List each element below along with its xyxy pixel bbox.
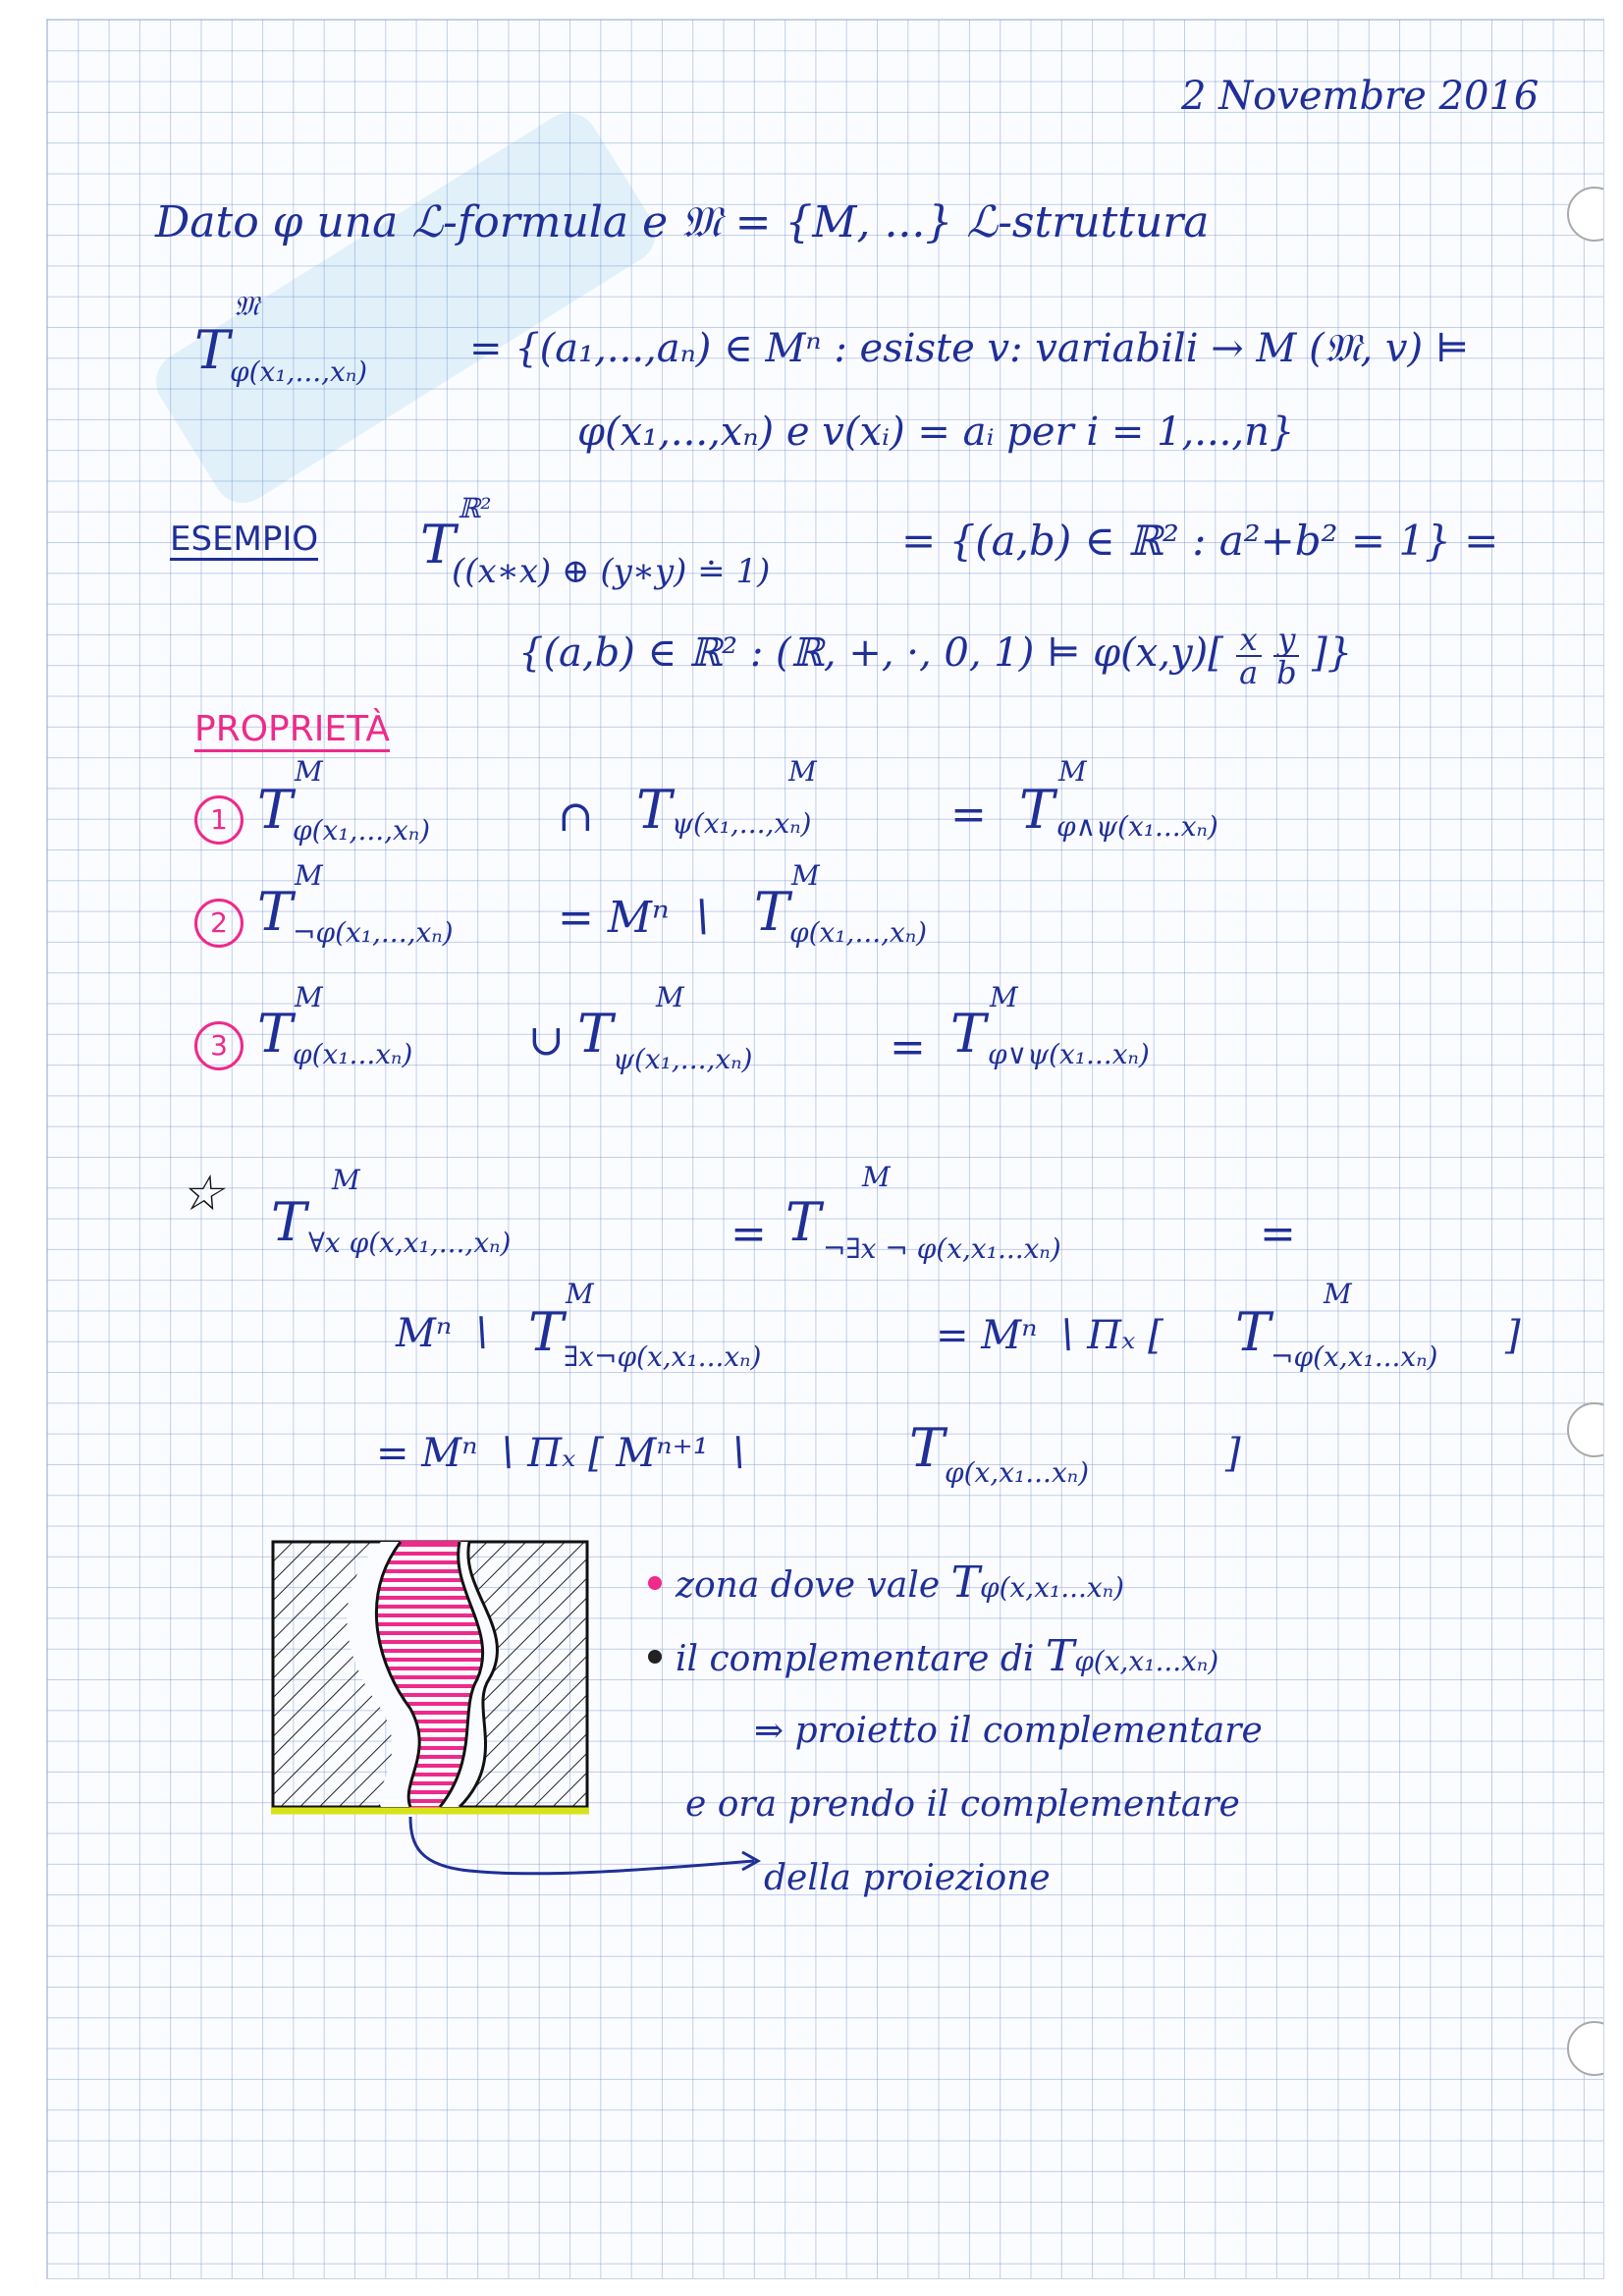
binder-hole — [1567, 2021, 1603, 2076]
star-l2-b: = Mⁿ ∖ Πₓ [ — [936, 1313, 1163, 1358]
property-2-sup2: M — [791, 859, 820, 892]
property-1-sup2: M — [788, 755, 817, 788]
definition-set-line2: φ(x₁,...,xₙ) e v(xᵢ) = aᵢ per i = 1,...,n} — [577, 410, 1295, 455]
property-3-t2: T — [577, 1003, 614, 1065]
binder-hole — [1567, 187, 1603, 242]
property-1-lhs-sub: φ(x₁,...,xₙ) — [293, 814, 431, 847]
example-t-superscript: ℝ² — [458, 492, 492, 524]
star-l2-t: T — [528, 1301, 565, 1363]
legend-pink-sub: φ(x,x₁...xₙ) — [979, 1571, 1124, 1604]
legend-line5: della proiezione — [764, 1858, 1051, 1898]
property-3-eq: = — [890, 1022, 926, 1072]
property-2-sup: M — [295, 859, 323, 892]
legend-black-sub: φ(x,x₁...xₙ) — [1074, 1645, 1219, 1677]
property-2-t: T — [257, 881, 294, 943]
star-l3-sub: φ(x,x₁...xₙ) — [945, 1456, 1089, 1489]
star-icon: ☆ — [180, 1165, 224, 1222]
legend-black-text: il complementare di Tφ(x,x₁...xₙ) — [676, 1631, 1219, 1681]
star-l3-b: ] — [1225, 1431, 1241, 1476]
property-1-sup3: M — [1058, 755, 1087, 788]
example-t-symbol: T — [420, 514, 457, 575]
property-number-1: 1 — [194, 795, 243, 845]
star-l2-a: Mⁿ ∖ — [396, 1311, 490, 1356]
legend-black-label: il complementare di — [676, 1639, 1035, 1679]
example-label: ESEMPIO — [170, 519, 319, 559]
property-1-mid-sub: ψ(x₁,...,xₙ) — [672, 807, 812, 840]
legend-black-bullet — [648, 1650, 662, 1664]
legend-line4: e ora prendo il complementare — [685, 1784, 1240, 1825]
diagram-arrow — [410, 1817, 754, 1874]
example-line2-start: {(a,b) ∈ ℝ² : (ℝ, +, ·, 0, 1) ⊨ φ(x,y)[ — [518, 630, 1223, 676]
legend-line3: ⇒ proietto il complementare — [754, 1711, 1263, 1751]
star-l1-tail: = — [1260, 1209, 1296, 1259]
property-2-rhs-sub: φ(x₁,...,xₙ) — [789, 916, 928, 949]
property-number-3: 3 — [194, 1021, 243, 1070]
property-3-t: T — [257, 1003, 294, 1065]
star-l1-t2: T — [785, 1191, 822, 1253]
legend-pink-text: zona dove vale Tφ(x,x₁...xₙ) — [676, 1558, 1124, 1608]
star-l1-sub-b: ¬∃x ¬ φ(x,x₁...xₙ) — [823, 1232, 1061, 1265]
legend-pink-bullet — [648, 1576, 662, 1590]
property-3-sup: M — [295, 981, 323, 1013]
example-t-subscript: ((x∗x) ⊕ (y∗y) ≐ 1) — [452, 552, 771, 591]
star-l2-sub-a: ∃x¬φ(x,x₁...xₙ) — [564, 1340, 762, 1373]
t-subscript: φ(x₁,...,xₙ) — [230, 355, 368, 388]
property-2-lhs-sub: ¬φ(x₁,...,xₙ) — [293, 916, 454, 949]
star-l3-a: = Mⁿ ∖ Πₓ [ Mⁿ⁺¹ ∖ — [376, 1431, 746, 1476]
property-1-rhs-sub: φ∧ψ(x₁...xₙ) — [1056, 810, 1218, 843]
star-l2-sup: M — [566, 1278, 594, 1310]
star-l1-eq: = — [730, 1209, 767, 1259]
property-number-2: 2 — [194, 899, 243, 948]
property-3-t3: T — [950, 1003, 987, 1065]
property-1-t2: T — [636, 779, 673, 841]
star-l3-t: T — [909, 1417, 946, 1479]
star-l1-sup2: M — [862, 1161, 891, 1193]
property-2-t2: T — [754, 881, 790, 943]
date-heading: 2 Novembre 2016 — [1181, 74, 1540, 119]
star-l1-t: T — [271, 1191, 307, 1253]
property-3-op: ∪ — [528, 1015, 565, 1066]
property-3-mid-sub: ψ(x₁,...,xₙ) — [613, 1043, 753, 1075]
star-l1-sub-a: ∀x φ(x,x₁,...,xₙ) — [308, 1227, 512, 1259]
star-l2-c: ] — [1505, 1313, 1521, 1358]
property-3-rhs-sub: φ∨ψ(x₁...xₙ) — [988, 1038, 1150, 1070]
star-l2-sub-b: ¬φ(x,x₁...xₙ) — [1271, 1340, 1438, 1373]
properties-title: PROPRIETÀ — [194, 712, 390, 752]
definition-set-line1: = {(a₁,...,aₙ) ∈ Mⁿ : esiste v: variabili → M (𝔐, v) ⊨ — [469, 326, 1470, 371]
notebook-page — [47, 20, 1603, 2278]
star-l2-t2: T — [1235, 1301, 1271, 1363]
property-2-eq: = Mⁿ ∖ — [558, 893, 711, 943]
star-l1-sup: M — [332, 1164, 360, 1196]
star-l2-sup2: M — [1324, 1278, 1352, 1310]
t-superscript: 𝔐 — [234, 290, 259, 322]
binder-hole — [1567, 1402, 1603, 1457]
property-1-eq: = — [950, 790, 987, 840]
property-1-t: T — [257, 779, 294, 841]
property-3-sup3: M — [990, 981, 1018, 1013]
legend-pink-label: zona dove vale — [676, 1565, 941, 1606]
example-line2 — [518, 621, 1353, 691]
property-1-sup: M — [295, 755, 323, 788]
t-operator — [194, 319, 231, 381]
property-1-t3: T — [1019, 779, 1055, 841]
example-line1: = {(a,b) ∈ ℝ² : a²+b² = 1} = — [901, 517, 1499, 565]
property-3-lhs-sub: φ(x₁...xₙ) — [293, 1038, 413, 1070]
substitution-fraction-x: $\frac{x}{a}$ — [1236, 624, 1262, 688]
example-line2-end: ]} — [1312, 630, 1353, 676]
property-3-sup2: M — [656, 981, 684, 1013]
property-1-op: ∩ — [558, 792, 594, 842]
definition-intro: Dato φ una ℒ-formula e 𝔐 = {M, ...} ℒ-struttura — [155, 197, 1210, 247]
t-symbol: T — [194, 319, 231, 381]
substitution-fraction-y: $\frac{y}{b}$ — [1273, 624, 1299, 688]
